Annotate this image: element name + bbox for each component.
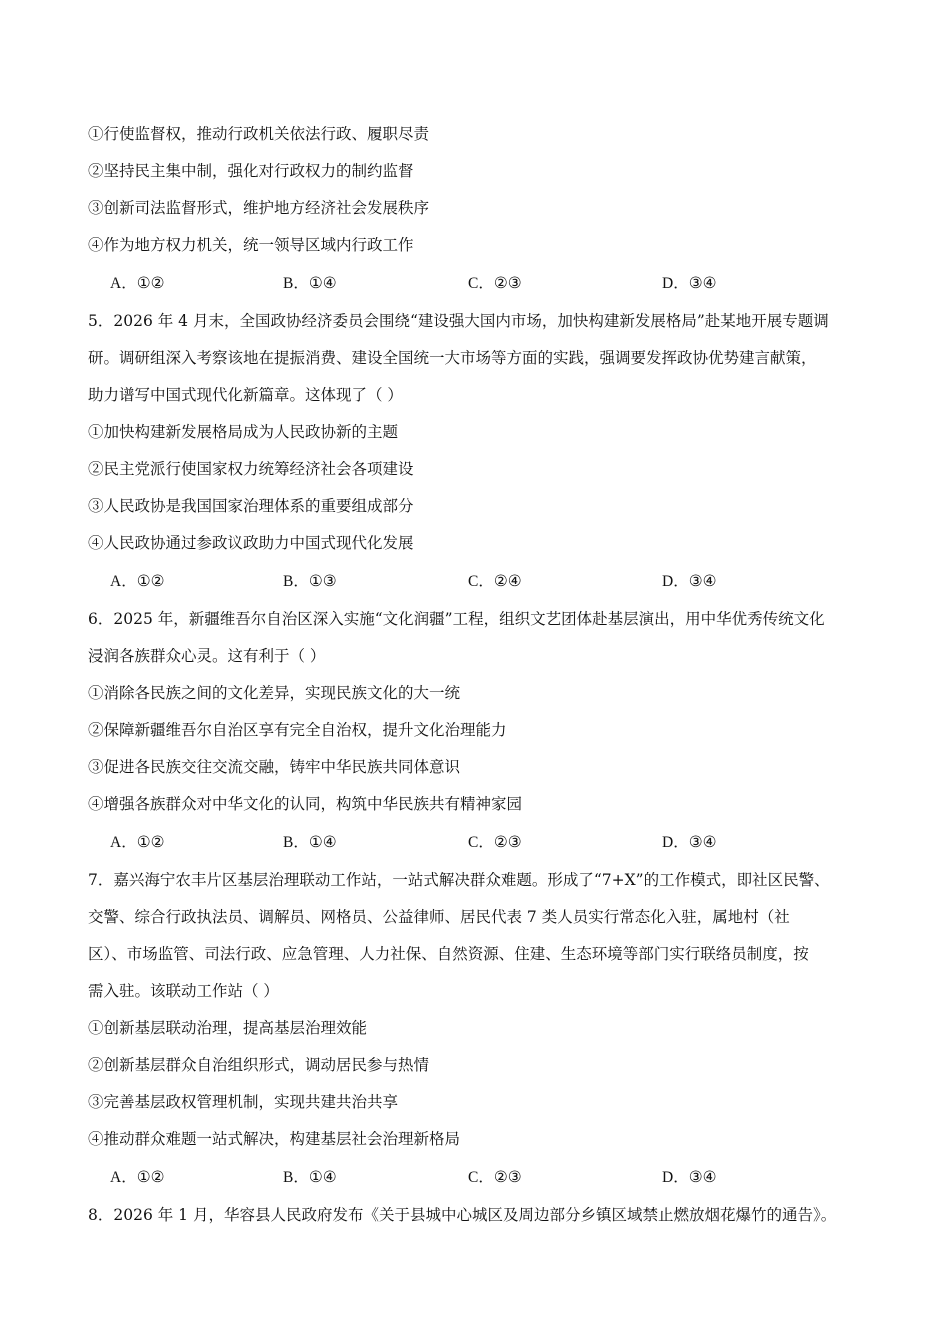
q4-option-3: ③创新司法监督形式，维护地方经济社会发展秩序 [88,199,430,217]
q7-choice-c: C．②③ [468,1168,522,1186]
q6-choices [110,831,810,853]
q5-stem-line-3: 助力谱写中国式现代化新篇章。这体现了（ ） [88,386,403,404]
q7-choice-d: D．③④ [662,1168,717,1186]
q7-choice-b: B．①④ [283,1168,337,1186]
q4-choice-d: D．③④ [662,274,717,292]
q4-choice-a: A．①② [110,274,165,292]
q7-option-3: ③完善基层政权管理机制，实现共建共治共享 [88,1093,399,1111]
q5-choices [110,570,810,592]
q6-option-4: ④增强各族群众对中华文化的认同，构筑中华民族共有精神家园 [88,795,523,813]
q5-option-2: ②民主党派行使国家权力统筹经济社会各项建设 [88,460,414,478]
q4-option-2: ②坚持民主集中制，强化对行政权力的制约监督 [88,162,414,180]
q5-option-3: ③人民政协是我国国家治理体系的重要组成部分 [88,497,414,515]
q6-stem-line-2: 浸润各族群众心灵。这有利于（ ） [88,647,326,665]
q5-option-4: ④人民政协通过参政议政助力中国式现代化发展 [88,534,414,552]
q6-option-2: ②保障新疆维吾尔自治区享有完全自治权，提升文化治理能力 [88,721,507,739]
q5-option-1: ①加快构建新发展格局成为人民政协新的主题 [88,423,399,441]
q5-choice-b: B．①③ [283,572,337,590]
q8-stem-line-1: 8．2026 年 1 月，华容县人民政府发布《关于县城中心城区及周边部分乡镇区域禁止燃放烟花爆竹的通告》。 [88,1206,837,1224]
q5-stem-line-2: 研。调研组深入考察该地在提振消费、建设全国统一大市场等方面的实践，强调要发挥政协优势建言献策， [88,349,817,367]
q4-choices [110,272,810,294]
q7-choices [110,1166,810,1188]
q4-option-1: ①行使监督权，推动行政机关依法行政、履职尽责 [88,125,430,143]
q7-choice-a: A．①② [110,1168,165,1186]
q5-choice-a: A．①② [110,572,165,590]
q4-option-4: ④作为地方权力机关，统一领导区域内行政工作 [88,236,414,254]
q7-stem-line-3: 区）、市场监管、司法行政、应急管理、人力社保、自然资源、住建、生态环境等部门实行联络员制度，按 [88,945,809,963]
q7-stem-line-1: 7．嘉兴海宁农丰片区基层治理联动工作站，一站式解决群众难题。形成了“7+X”的工作模式，即社区民警、 [88,871,830,889]
q5-choice-d: D．③④ [662,572,717,590]
q6-option-3: ③促进各民族交往交流交融，铸牢中华民族共同体意识 [88,758,461,776]
q6-stem-line-1: 6．2025 年，新疆维吾尔自治区深入实施“文化润疆”工程，组织文艺团体赴基层演出，用中华优秀传统文化 [88,610,825,628]
q6-option-1: ①消除各民族之间的文化差异，实现民族文化的大一统 [88,684,461,702]
q5-choice-c: C．②④ [468,572,522,590]
q7-stem-line-4: 需入驻。该联动工作站（ ） [88,982,279,1000]
q4-choice-b: B．①④ [283,274,337,292]
q6-choice-d: D．③④ [662,833,717,851]
q6-choice-a: A．①② [110,833,165,851]
q7-option-2: ②创新基层群众自治组织形式，调动居民参与热情 [88,1056,430,1074]
q6-choice-c: C．②③ [468,833,522,851]
q7-stem-line-2: 交警、综合行政执法员、调解员、网格员、公益律师、居民代表 7 类人员实行常态化入驻，属地村（社 [88,908,790,926]
q5-stem-line-1: 5．2026 年 4 月末，全国政协经济委员会围绕“建设强大国内市场，加快构建新发展格局”赴某地开展专题调 [88,312,829,330]
q4-choice-c: C．②③ [468,274,522,292]
q7-option-1: ①创新基层联动治理，提高基层治理效能 [88,1019,368,1037]
q7-option-4: ④推动群众难题一站式解决，构建基层社会治理新格局 [88,1130,461,1148]
q6-choice-b: B．①④ [283,833,337,851]
